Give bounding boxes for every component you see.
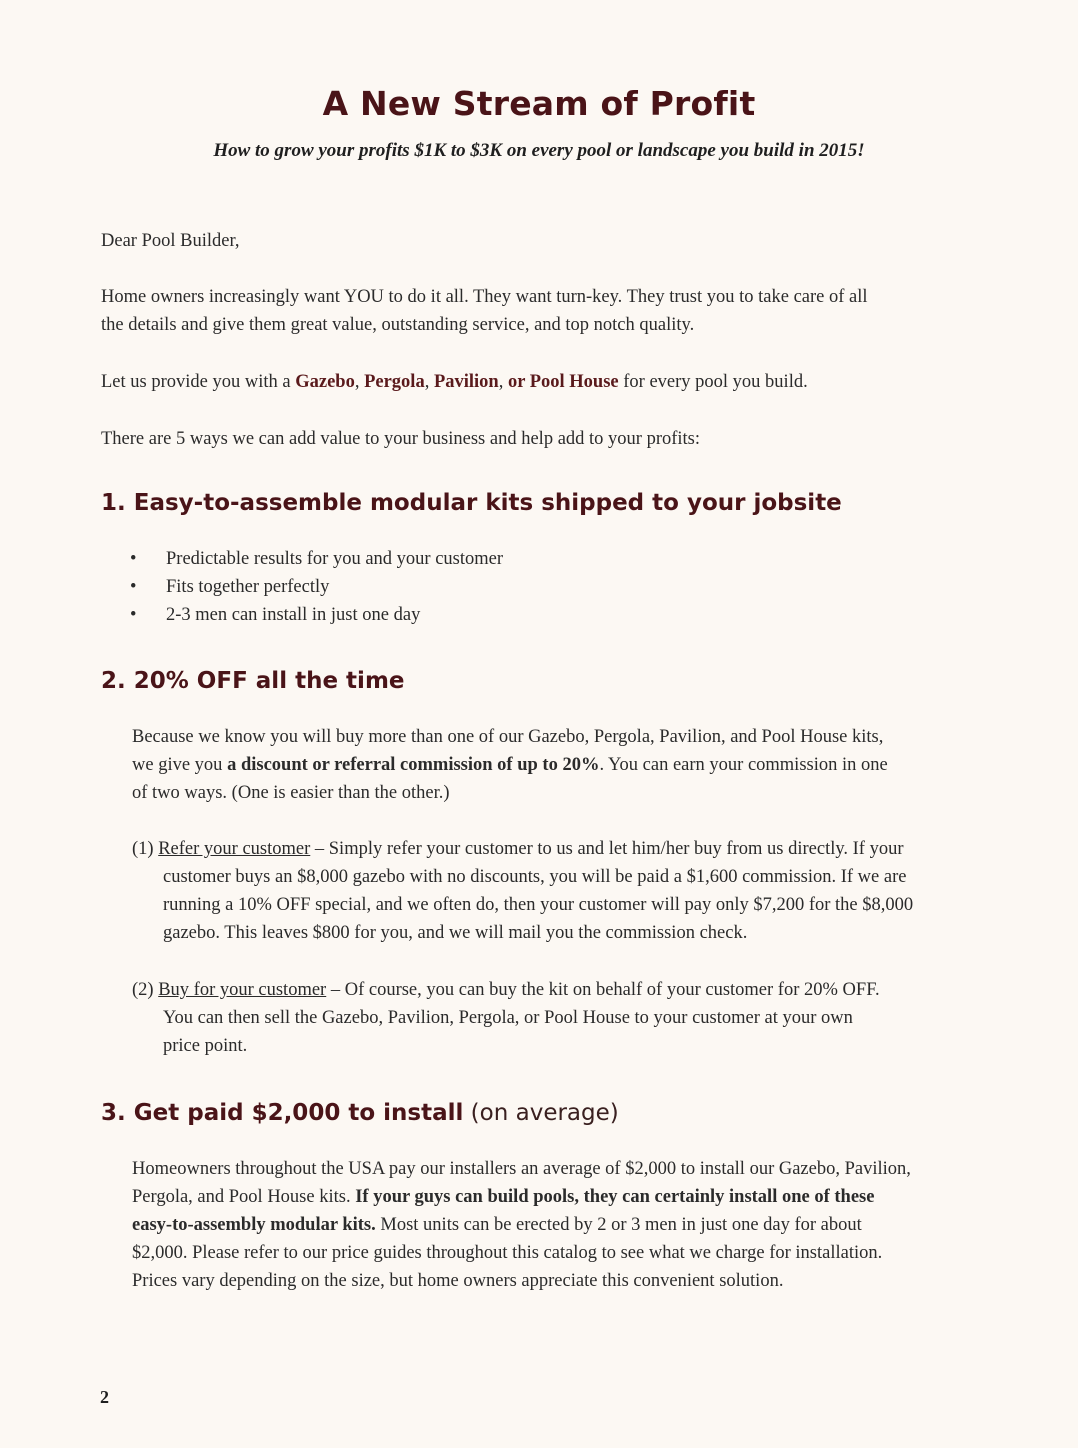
paragraph-line [132,1183,911,1211]
separator: , [424,372,434,392]
bullet-icon: • [130,577,137,597]
paragraph-line: $2,000. Please refer to our price guides throughout this catalog to see what we charge for installation. [132,1243,883,1263]
paragraph-line: Prices vary depending on the size, but home owners appreciate this convenient solution. [132,1271,784,1291]
paragraph-line: Because we know you will buy more than one of our Gazebo, Pergola, Pavilion, and Pool House kits, [132,727,884,747]
install-highlight: easy-to-assembly modular kits. [132,1215,376,1235]
offer-prefix: Let us provide you with a [101,372,296,392]
buy-for-customer-label: Buy for your customer [158,980,327,1000]
product-pool-house: or Pool House [507,372,619,392]
option-line [132,976,880,1004]
text-run: Pergola, and Pool House kits. [132,1187,356,1207]
text-run: – Simply refer your customer to us and let him/her buy from us directly. If your [310,839,904,859]
separator: , [354,372,365,392]
list-item-text: 2-3 men can install in just one day [166,605,421,625]
refer-customer-label: Refer your customer [158,839,311,859]
section-2-heading: 2. 20% OFF all the time [101,668,405,694]
option-line: gazebo. This leaves $800 for you, and we will mail you the commission check. [163,923,748,943]
install-highlight: If your guys can build pools, they can certainly install one of these [355,1187,875,1207]
option-number: (2) [132,980,159,1000]
text-run: Most units can be erected by 2 or 3 men in just one day for about [375,1215,862,1235]
offer-suffix: for every pool you build. [618,372,808,392]
list-item-text: Predictable results for you and your customer [166,549,504,569]
list-item [130,545,503,573]
section-3-paragraph [132,1155,911,1295]
bullet-icon: • [130,605,137,625]
option-buy-for-customer [132,976,880,1060]
text-run: . You can earn your commission in one [599,755,888,775]
bullet-icon: • [130,549,137,569]
section-3-heading [101,1100,619,1126]
paragraph-line [132,1211,911,1239]
salutation: Dear Pool Builder, [101,231,240,251]
list-item-text: Fits together perfectly [166,577,330,597]
list-item [130,601,503,629]
section-1-heading: 1. Easy-to-assemble modular kits shipped to your jobsite [101,490,842,516]
discount-highlight: a discount or referral commission of up to 20% [227,755,600,775]
separator: , [498,372,508,392]
option-line: running a 10% OFF special, and we often do, then your customer will pay only $7,200 for the $8,000 [163,895,914,915]
option-number: (1) [132,839,159,859]
offer-paragraph [101,368,808,396]
intro-line: Home owners increasingly want YOU to do it all. They want turn-key. They trust you to take care of all [101,287,868,307]
product-gazebo: Gazebo [295,372,355,392]
ways-intro: There are 5 ways we can add value to your business and help add to your profits: [101,429,701,449]
option-refer-customer [132,835,913,947]
heading-note: (on average) [463,1100,619,1126]
paragraph-line [132,751,888,779]
page-title: A New Stream of Profit [322,84,756,123]
product-pavilion: Pavilion [433,372,499,392]
intro-paragraph [101,283,868,339]
intro-line: the details and give them great value, outstanding service, and top notch quality. [101,315,695,335]
section-1-bullets [130,545,503,629]
heading-bold: 3. Get paid $2,000 to install [101,1100,464,1126]
product-pergola: Pergola [364,372,425,392]
option-line [132,835,913,863]
list-item [130,573,503,601]
offer-line [101,368,808,396]
section-2-paragraph [132,723,888,807]
text-run: – Of course, you can buy the kit on behalf of your customer for 20% OFF. [326,980,880,1000]
option-line: customer buys an $8,000 gazebo with no discounts, you will be paid a $1,600 commission. If we are [163,867,907,887]
paragraph-line: Homeowners throughout the USA pay our installers an average of $2,000 to install our Gazebo, Pavilion, [132,1159,911,1179]
page-subtitle: How to grow your profits $1K to $3K on every pool or landscape you build in 2015! [213,140,865,161]
text-run: we give you [132,755,228,775]
option-line: price point. [163,1036,248,1056]
paragraph-line: of two ways. (One is easier than the other.) [132,783,450,803]
option-line: You can then sell the Gazebo, Pavilion, Pergola, or Pool House to your customer at your own [163,1008,853,1028]
page-number: 2 [100,1387,109,1407]
